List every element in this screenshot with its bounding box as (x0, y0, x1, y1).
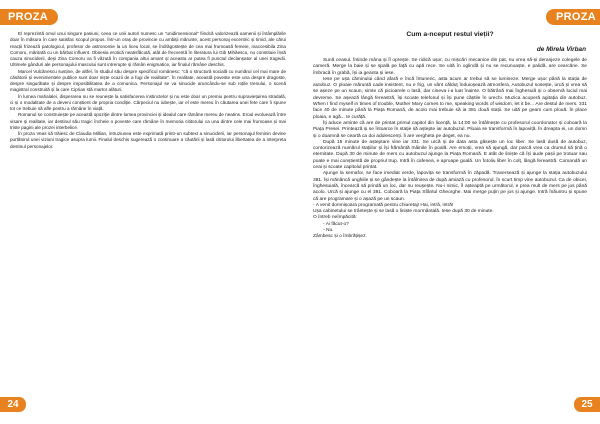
paragraph: Sună ceasul. Întinde mâna și îl oprește. Se ridică ușor, cu mișcări mecanice din pat, nu vrea să-și deranjeze colegele de cameră. Merge la baie și se spală pe față cu apă rece. Se uită în oglindă și nu se recunoaște, e palidă, are cearcăne. Se îmbracă în grabă, își ia geanta și iese. (313, 58, 587, 76)
paragraph: Ușa cabinetului se trântește și se lasă o liniște mormântală. Iese după 30 de minute. (313, 209, 494, 215)
section-tab: PROZA (546, 9, 600, 25)
story-text (313, 58, 587, 241)
paragraph: Îți aduce aminte că are de printat primul capitol din licență, la 14:00 se întâlnește cu profesorul coordonator și coboară la Piața Presei. Printează și se întoarce în stație să aștepte iar autobuzul. Ploaia se transformă în lapoviță. În dreapta ei, un domn și o doamnă se ceartă ca doi adolescenți. Îi are vergheta pe deget, ea nu. (313, 120, 587, 139)
paragraph: După 15 minute de așteptare vine iar 331. Se urcă și de data asta găsește un loc liber. Se lasă dusă de autobuz, contorizează numărul stațiilor și își frământă mâinile în poală. Are emoții, vrea să ajungă, dar parcă vrea ca drumul să țină o eternitate. După 30 de minute de mers cu autobuzul ajunge la Piața Romană. E atât de liniște că își aude pașii pe trotuar sau poate e mai conștientă de propriul trup. Intră în cafenea, e aproape goală. Un fotoliu liber în colț, lângă fereastră. Comandă un ceai și scoate capitolul printat. (313, 139, 587, 171)
essay-text (10, 31, 286, 150)
page-number: 24 (0, 397, 26, 412)
story-author: de Mirela Virban (536, 46, 586, 53)
dialogue-line: - A venit domnișoara programată pentru chiuretaj! Hai, intră, intră! (313, 202, 454, 208)
right-page (300, 0, 600, 424)
section-tab: PROZA (0, 9, 58, 25)
page-number: 25 (574, 397, 600, 412)
paragraph: Marcel Vulcănescu susține, de altfel, în studiul său despre specificul românesc: "că o structură socială cu numărul cel mai mare de căsătorii și evenimentele publice sunt doar niște ocazii de a fugi de realitate". În realitate, această poveste este una despre dragoste, despre singurătate și despre imposibilitatea de a comunica. Personajul se va sinucide aruncându-se sub roțile trenului, o scenă magistral construită și la care Ciprian stă martor alături. (10, 68, 286, 93)
paragraph: Iese pe ușa căminului când afară e încă întuneric, asta acum ar trebui să se lumineze. Merge ușor până la stația de autobuz. O ploaie măruntă cade insistent, nu e frig, un vânt călduț înduioșează atmosfera. Autobuzul sosește, urcă și vrea să se așeze pe un scaun, simte că picioarele o lasă, dar cineva i-a luat înainte. O bătrână mai înghesuiă și o observă luciul mai devreme. Se așează lângă fereastră, își scoate telefonul și își pune căștile în urechi. Muzica acoperă agitația din autobuz. When I find myself in times of trouble, Mother Mary comes to me, speaking words of wisdom, let it be... Are destul de mers. 331 face 40 de minute până la Piața Romană, de acolo mai trebuie să ia 381 două stații. Se uită pe geam cum plouă. În place ploaia, e agă... te curăță. (313, 76, 587, 120)
dialogue-line: - Ai făcut-o? (323, 221, 349, 227)
story-title: Cum a-nceput restul vieții? (406, 31, 494, 38)
paragraph: În lumea mahalalei, disperarea nu se reunește la satisfacerea instinctelor și nu este doar un premiu pentru supraviețuirea stradală, ci și o modalitate de a deveni conștient de propria condiție. Cărpeciul nu iubește, iar el este mereu în căutarea unei fete care îi spune tot ce trebuie să afle pentru a rămâne în viață. (10, 93, 286, 111)
paragraph: Zâmbesc și o îmbrățișez. (313, 234, 367, 240)
paragraph: Romanul se construiește pe această opoziție dintre lumea provinciei și idealul care rămâne mereu de neatins. Eroul evoluează între visare și realitate, iar destinul său tragic încheie o poveste care rămâne în memoria cititorului ca una dintre cele mai frumoase și mai triste pagini ale prozei interbelice. (10, 112, 286, 130)
paragraph: Ajunge la semafor, se face imediat verde, lapovița se transformă în zăpadă. Traversează și ajunge la stația autobuzului 381. Își mănâncă unghiile și se gândește la întâlnirea de după amiază cu profesorul. În scurt timp vine autobuzul. Ca de obicei, înghesuială, încearcă să prindă un loc, dar nu reușește. Nu-i nimic, îl așteaptă pe următorul, e prea mult de mers pe jos până acolo. Urcă și ajunge cu el 381. Coboară la Piața Sfântul Gheorghe. Mai merge puțin pe jos și ajunge. Intră înăuntru și spune că are programare și o așază pe un scaun. (313, 171, 587, 202)
paragraph: O întreb neîmpăcită: (313, 215, 357, 221)
paragraph: El reprezintă omul unui singure pasiuni, ceea ce unii autori numesc un "unidimensional" fiindcă valorizează oamenii și întâmplările doar în măsura în care satisfac scopul propus. Într-un oraș de provincie cu ambiții mărunte, acest personaj excentric și timid, ale cărui reacții frizează patologicul, profesor de astronomie la un liceu local, se îndrăgostește de cea mai frumoasă femeie, inaccesibila Zina Comoru, măritată cu un bărbat influent. Obsesia erotică neatisfăcută, atât de frecventă în literatura lui Gib Mihăescu, nu constituie însă cauza sinuciderii, deși Zina Comoru va fi văzută în compania altui amant și aceasta ar putea fi punctul declanșator al unei tragedii. Ultimele gânduri ale personajului mascului sunt intrerupte și rămân enigmatice, iar finalul rămâne deschis. (10, 31, 286, 68)
dialogue-line: - Nu. (323, 228, 334, 234)
paragraph: În proza Veas să trăiesc de Claudia Millian, intruziunea este exprimată printr-un subtext a sinuciderii, iar personajul feminin devine purtătorul unei viziuni tragice asupra lumii. Finalul deschis sugerează o continuare a căutării și lasă cititorului libertatea de a interpreta destinul personajelor. (10, 131, 286, 149)
